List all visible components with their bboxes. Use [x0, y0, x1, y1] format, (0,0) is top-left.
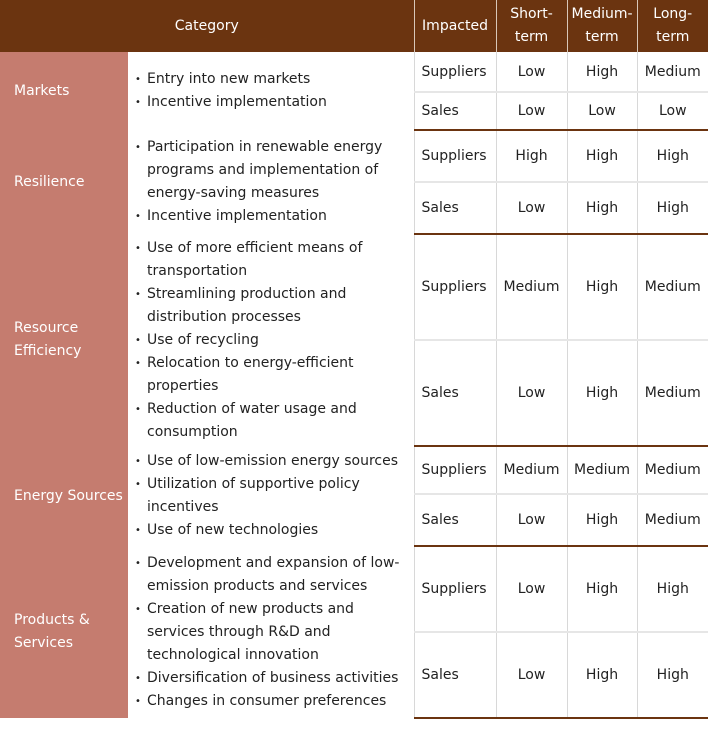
long-term-cell: Medium — [637, 340, 708, 446]
bullet-item: • Streamlining production and distribution processes — [135, 283, 414, 329]
long-term-cell: High — [637, 130, 708, 182]
header-short-term: Short-term — [496, 0, 567, 52]
bullet-item: • Creation of new products and services through R&D and technological innovation — [135, 598, 414, 667]
bullet-item: • Use of more efficient means of transportation — [135, 237, 414, 283]
long-term-cell: Medium — [637, 446, 708, 494]
short-term-cell: Low — [496, 340, 567, 446]
category-description — [129, 234, 414, 446]
long-term-cell: Low — [637, 92, 708, 130]
category-label: Resilience — [0, 130, 129, 234]
header-category: Category — [0, 0, 414, 52]
table-row — [0, 446, 708, 494]
medium-term-cell: High — [567, 494, 637, 546]
bullet-item: • Use of new technologies — [135, 519, 414, 542]
medium-term-cell: High — [567, 546, 637, 632]
short-term-cell: Low — [496, 182, 567, 234]
medium-term-cell: High — [567, 632, 637, 718]
header-row — [0, 0, 708, 52]
short-term-cell: Low — [496, 546, 567, 632]
bullet-item: • Reduction of water usage and consumption — [135, 398, 414, 444]
category-label: Products & Services — [0, 546, 129, 718]
long-term-cell: High — [637, 546, 708, 632]
category-description — [129, 130, 414, 234]
impacted-cell: Suppliers — [414, 234, 496, 340]
bullet-list — [135, 68, 414, 114]
impacted-cell: Suppliers — [414, 546, 496, 632]
impacted-cell: Suppliers — [414, 52, 496, 92]
category-label: Energy Sources — [0, 446, 129, 546]
long-term-cell: Medium — [637, 52, 708, 92]
short-term-cell: Low — [496, 494, 567, 546]
impacted-cell: Sales — [414, 92, 496, 130]
medium-term-cell: Medium — [567, 446, 637, 494]
bullet-item: • Participation in renewable energy programs and implementation of energy-saving measures — [135, 136, 414, 205]
table-body — [0, 52, 708, 718]
impacted-cell: Sales — [414, 494, 496, 546]
short-term-cell: High — [496, 130, 567, 182]
bullet-item: • Relocation to energy-efficient properties — [135, 352, 414, 398]
bullet-item: • Incentive implementation — [135, 91, 414, 114]
medium-term-cell: High — [567, 182, 637, 234]
bullet-item: • Development and expansion of low-emission products and services — [135, 552, 414, 598]
bullet-item: • Use of recycling — [135, 329, 414, 352]
bullet-item: • Incentive implementation — [135, 205, 414, 228]
table-row — [0, 546, 708, 632]
medium-term-cell: High — [567, 234, 637, 340]
medium-term-cell: High — [567, 340, 637, 446]
impacted-cell: Sales — [414, 182, 496, 234]
long-term-cell: High — [637, 632, 708, 718]
category-label: Resource Efficiency — [0, 234, 129, 446]
bullet-item: • Changes in consumer preferences — [135, 690, 414, 713]
impacted-cell: Sales — [414, 632, 496, 718]
table-row — [0, 52, 708, 92]
short-term-cell: Low — [496, 632, 567, 718]
long-term-cell: Medium — [637, 234, 708, 340]
category-description — [129, 446, 414, 546]
category-description — [129, 546, 414, 718]
impacted-cell: Suppliers — [414, 446, 496, 494]
medium-term-cell: High — [567, 52, 637, 92]
bullet-list — [135, 136, 414, 228]
impacted-cell: Suppliers — [414, 130, 496, 182]
bullet-item: • Entry into new markets — [135, 68, 414, 91]
bullet-item: • Use of low-emission energy sources — [135, 450, 414, 473]
bullet-item: • Utilization of supportive policy incentives — [135, 473, 414, 519]
category-description — [129, 52, 414, 130]
header-impacted: Impacted — [414, 0, 496, 52]
impacted-cell: Sales — [414, 340, 496, 446]
medium-term-cell: Low — [567, 92, 637, 130]
bullet-list — [135, 552, 414, 713]
short-term-cell: Medium — [496, 234, 567, 340]
short-term-cell: Low — [496, 92, 567, 130]
table-row — [0, 234, 708, 340]
short-term-cell: Low — [496, 52, 567, 92]
medium-term-cell: High — [567, 130, 637, 182]
short-term-cell: Medium — [496, 446, 567, 494]
long-term-cell: High — [637, 182, 708, 234]
table-row — [0, 130, 708, 182]
header-long-term: Long-term — [637, 0, 708, 52]
header-medium-term: Medium-term — [567, 0, 637, 52]
long-term-cell: Medium — [637, 494, 708, 546]
bullet-item: • Diversification of business activities — [135, 667, 414, 690]
category-label: Markets — [0, 52, 129, 130]
bullet-list — [135, 450, 414, 542]
bullet-list — [135, 237, 414, 444]
